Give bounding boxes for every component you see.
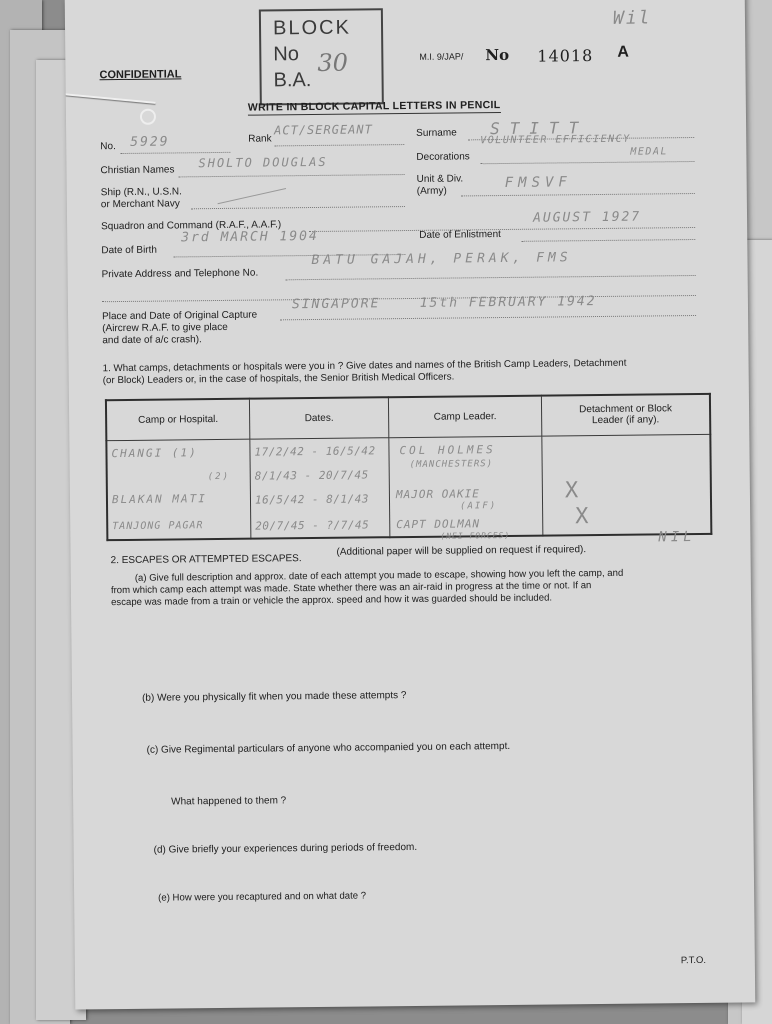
capture-value: SINGAPORE 15th FEBRUARY 1942 <box>291 294 597 313</box>
decorations-value-1: VOLUNTEER EFFICIENCY <box>480 133 631 147</box>
question-2a-line-1: (a) Give full description and approx. date of each attempt you made to escape, showing how you left the camp, and <box>134 567 624 584</box>
question-2b: (b) Were you physically fit when you made these attempts ? <box>141 690 407 704</box>
capture-label-2: (Aircrew R.A.F. to give place <box>102 321 228 335</box>
question-2c-sub: What happened to them ? <box>171 795 287 808</box>
address-value: BATU GAJAH, PERAK, FMS <box>311 250 572 269</box>
corner-note: Wil <box>612 7 652 29</box>
string-knot <box>140 109 156 125</box>
camp-row-4: TANJONG PAGAR <box>112 519 204 532</box>
leader-row-4-note: (NEI FORCES) <box>440 530 511 541</box>
ship-dash <box>218 188 287 204</box>
leader-row-3-note: (AIF) <box>460 500 498 511</box>
dates-row-4: 20/7/45 - ?/7/45 <box>255 517 370 533</box>
ship-label-2: or Merchant Navy <box>100 198 180 211</box>
leader-row-1-note: (MANCHESTERS) <box>409 458 494 470</box>
header-dates: Dates. <box>249 397 388 438</box>
leader-row-1: COL HOLMES <box>399 442 496 457</box>
ref-label: M.I. 9/JAP/ <box>419 51 464 62</box>
decorations-label: Decorations <box>416 151 470 163</box>
header-camp: Camp or Hospital. <box>106 399 250 441</box>
question-2a-line-2: from which camp each attempt was made. State whether there was an air-raid in progress at the time or not. If an <box>110 580 592 597</box>
leader-row-4: CAPT DOLMAN <box>396 516 481 531</box>
enlistment-label: Date of Enlistment <box>419 229 501 241</box>
question-1-line-2: (or Block) Leaders or, in the case of hospitals, the Senior British Medical Officers. <box>102 371 455 387</box>
decorations-value-2: MEDAL <box>630 146 669 158</box>
no-value: 5929 <box>130 134 170 150</box>
camp-table <box>105 393 712 541</box>
question-2c: (c) Give Regimental particulars of anyone who accompanied you on each attempt. <box>146 740 511 756</box>
header-camp-leader: Camp Leader. <box>388 396 541 438</box>
dates-row-1: 17/2/42 - 16/5/42 <box>254 443 376 459</box>
christian-names-label: Christian Names <box>100 164 175 177</box>
question-2-note: (Additional paper will be supplied on request if required). <box>336 544 587 558</box>
form-suffix: A <box>617 43 629 61</box>
dates-cell <box>250 437 390 538</box>
squadron-label: Squadron and Command (R.A.F., A.A.F.) <box>101 219 282 233</box>
no-label: No. <box>100 141 116 153</box>
unit-label-1: Unit & Div. <box>416 173 464 185</box>
dob-value: 3rd MARCH 1904 <box>181 228 319 246</box>
address-label: Private Address and Telephone No. <box>101 267 259 281</box>
form-number: 14018 <box>537 46 594 66</box>
unit-value: FMSVF <box>504 174 572 191</box>
stamp-no-text: No <box>273 43 300 66</box>
camp-row-3: BLAKAN MATI <box>111 491 207 506</box>
rank-value: ACT/SERGEANT <box>274 122 373 138</box>
question-2e: (e) How were you recaptured and on what date ? <box>158 890 367 904</box>
header-detachment-leader: Detachment or Block Leader (if any). <box>541 394 710 436</box>
capture-label-3: and date of a/c crash). <box>102 334 202 347</box>
question-1-line-1: 1. What camps, detachments or hospitals were you in ? Give dates and names of the British Camp Leaders, Detachment <box>102 357 627 375</box>
instruction-banner: WRITE IN BLOCK CAPITAL LETTERS IN PENCIL <box>247 99 501 114</box>
rank-label: Rank <box>248 133 272 145</box>
camp-row-2: (2) <box>207 471 231 482</box>
block-leader-row-4: X <box>575 503 591 529</box>
camp-row-1: CHANGI (1) <box>111 445 198 460</box>
dates-row-2: 8/1/43 - 20/7/45 <box>254 467 369 483</box>
confidential-label: CONFIDENTIAL <box>99 68 182 82</box>
unit-label-2: (Army) <box>416 185 447 197</box>
stamp-block-text: BLOCK <box>272 16 351 40</box>
dates-row-3: 16/5/42 - 8/1/43 <box>254 491 370 507</box>
escape-answer: NIL <box>658 529 696 546</box>
dob-label: Date of Birth <box>101 244 158 257</box>
leader-row-3: MAJOR OAKIE <box>395 486 480 501</box>
block-leader-cell <box>542 434 712 536</box>
stamp-number: 30 <box>317 48 349 77</box>
capture-label-1: Place and Date of Original Capture <box>101 309 258 323</box>
string-tie <box>65 92 156 103</box>
christian-names-value: SHOLTO DOUGLAS <box>198 154 328 171</box>
block-stamp <box>259 8 384 105</box>
pto-label: P.T.O. <box>680 954 707 967</box>
camp-cell <box>106 439 251 540</box>
surname-value: STITT <box>490 118 589 139</box>
ref-no-label: No <box>485 45 510 65</box>
question-2a-line-3: escape was made from a train or vehicle the approx. speed and how it was guarded should be included. <box>110 592 553 609</box>
enlistment-value: AUGUST 1927 <box>532 209 642 226</box>
leader-cell <box>389 436 543 541</box>
form-page <box>65 0 756 1010</box>
block-leader-row-3: X <box>564 477 581 503</box>
question-2-title: 2. ESCAPES OR ATTEMPTED ESCAPES. <box>110 553 302 567</box>
ship-label-1: Ship (R.N., U.S.N. <box>100 186 182 199</box>
stamp-ba-text: B.A. <box>273 69 312 92</box>
question-2d: (d) Give briefly your experiences during periods of freedom. <box>153 841 418 856</box>
surname-label: Surname <box>416 127 457 139</box>
